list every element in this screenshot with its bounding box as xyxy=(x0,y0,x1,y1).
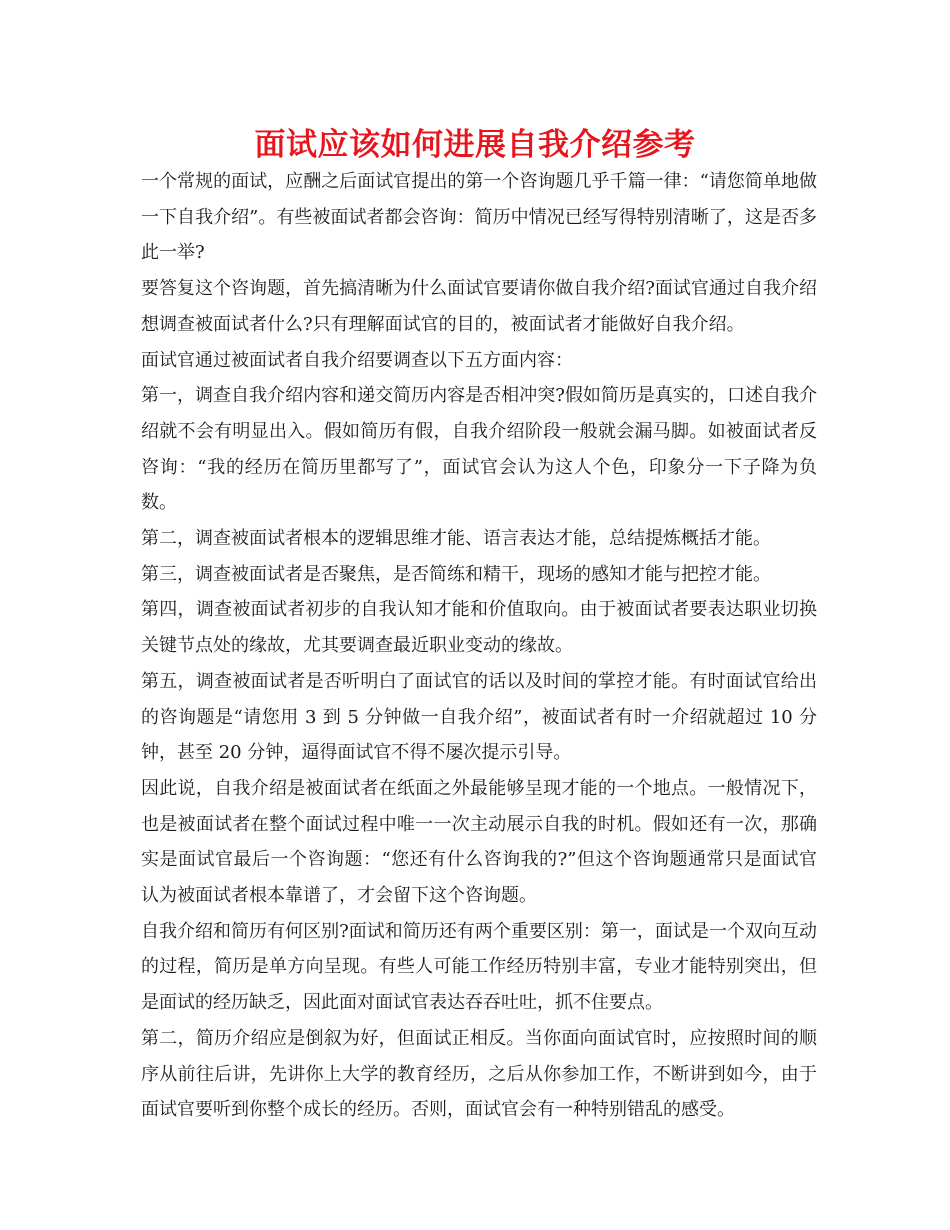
paragraph-conclusion: 因此说，自我介绍是被面试者在纸面之外最能够呈现才能的一个地点。一般情况下，也是被面试者在整个面试过程中唯一一次主动展示自我的时机。假如还有一次，那确实是面试官最后一个咨询题：“您还有什么咨询我的?”但这个咨询题通常只是面试官认为被面试者根本靠谱了，才会留下这个咨询题。 xyxy=(141,777,817,907)
paragraph-intro: 一个常规的面试，应酬之后面试官提出的第一个咨询题几乎千篇一律：“请您简单地做一下自我介绍”。有些被面试者都会咨询：简历中情况已经写得特别清晰了，这是否多此一举? xyxy=(141,171,817,264)
document-body xyxy=(141,164,817,1128)
paragraph-point-4: 第四，调查被面试者初步的自我认知才能和价值取向。由于被面试者要表达职业切换关键节点处的缘故，尤其要调查最近职业变动的缘故。 xyxy=(141,599,817,657)
paragraph-point-5: 第五，调查被面试者是否听明白了面试官的话以及时间的掌控才能。有时面试官给出的咨询题是“请您用 3 到 5 分钟做一自我介绍”，被面试者有时一介绍就超过 10 分钟，甚至 20 分钟，逼得面试官不得不屡次提示引导。 xyxy=(141,670,817,764)
paragraph-difference-2: 第二，简历介绍应是倒叙为好，但面试正相反。当你面向面试官时，应按照时间的顺序从前往后讲，先讲你上大学的教育经历，之后从你参加工作，不断讲到如今，由于面试官要听到你整个成长的经历。否则，面试官会有一种特别错乱的感受。 xyxy=(141,1027,817,1121)
document-title: 面试应该如何进展自我介绍参考 xyxy=(254,127,696,163)
paragraph-difference-1: 自我介绍和简历有何区别?面试和简历还有两个重要区别：第一，面试是一个双向互动的过程，简历是单方向呈现。有些人可能工作经历特别丰富，专业才能特别突出，但是面试的经历缺乏，因此面对面试官表达吞吞吐吐，抓不住要点。 xyxy=(141,920,817,1014)
paragraph-purpose: 要答复这个咨询题，首先搞清晰为什么面试官要请你做自我介绍?面试官通过自我介绍想调查被面试者什么?只有理解面试官的目的，被面试者才能做好自我介绍。 xyxy=(141,278,817,335)
paragraph-point-1: 第一，调查自我介绍内容和递交简历内容是否相冲突?假如简历是真实的，口述自我介绍就不会有明显出入。假如简历有假，自我介绍阶段一般就会漏马脚。如被面试者反咨询：“我的经历在简历里都写了”，面试官会认为这人个色，印象分一下子降为负数。 xyxy=(141,385,817,514)
paragraph-point-3: 第三，调查被面试者是否聚焦，是否简练和精干，现场的感知才能与把控才能。 xyxy=(141,563,771,585)
paragraph-five-aspects: 面试官通过被面试者自我介绍要调查以下五方面内容： xyxy=(141,349,573,371)
paragraph-point-2: 第二，调查被面试者根本的逻辑思维才能、语言表达才能，总结提炼概括才能。 xyxy=(141,528,771,550)
